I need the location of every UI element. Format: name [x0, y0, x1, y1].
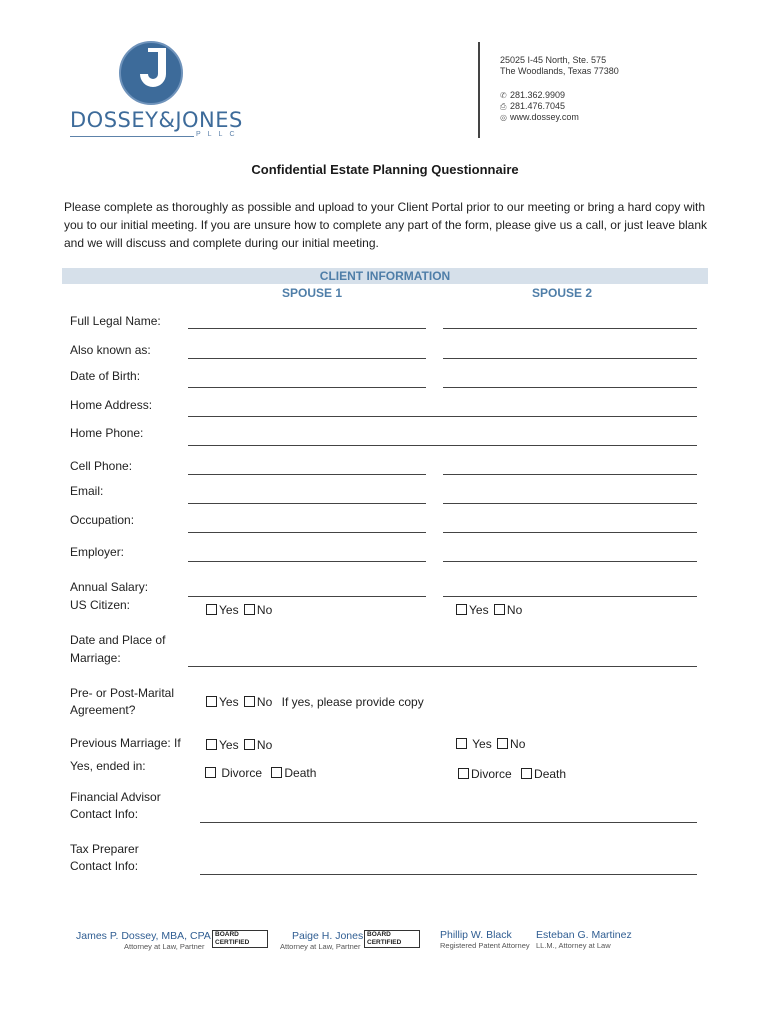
yes-label: Yes [472, 737, 492, 751]
attorney-1-title: Attorney at Law, Partner [124, 942, 205, 951]
spouse-2-heading: SPOUSE 2 [532, 286, 593, 300]
prev-marriage-spouse2-yes-checkbox[interactable] [456, 738, 467, 749]
yes-label: Yes [219, 695, 239, 709]
intro-paragraph: Please complete as thoroughly as possible and upload to your Client Portal prior to our meeting or bring a hard copy with you to our initial meeting. If you are unsure how to complete any part of the form, please give us a call, or just leave blank and we will discuss and complete during our initial meeting. [64, 200, 708, 250]
prev-marriage-spouse1-options [206, 738, 272, 752]
ended-spouse1-options [205, 766, 316, 780]
dob-spouse1-field[interactable] [188, 387, 426, 388]
tax-preparer-field[interactable] [200, 874, 697, 875]
address-line-2: The Woodlands, Texas 77380 [500, 66, 619, 76]
no-label: No [256, 738, 273, 752]
cell-phone-spouse2-field[interactable] [443, 474, 697, 475]
marriage-date-place-field[interactable] [188, 666, 697, 667]
fax-icon: ⎙ [500, 102, 507, 111]
citizen-spouse1-options [206, 603, 272, 617]
death-label: Death [534, 767, 567, 781]
home-phone-field[interactable] [188, 445, 697, 446]
address-line-1: 25025 I-45 North, Ste. 575 [500, 55, 607, 65]
section-title: CLIENT INFORMATION [319, 269, 451, 283]
label-home-address: Home Address: [70, 398, 153, 412]
death-label: Death [284, 766, 317, 780]
yes-label: Yes [469, 603, 489, 617]
prev-marriage-spouse2-options [456, 737, 525, 751]
prev-marriage-spouse1-no-checkbox[interactable] [244, 739, 255, 750]
label-email: Email: [70, 484, 104, 498]
label-advisor-line2: Contact Info: [70, 807, 139, 821]
attorney-3-name: Phillip W. Black [440, 929, 512, 941]
citizen-spouse2-yes-checkbox[interactable] [456, 604, 467, 615]
ended-spouse2-death-checkbox[interactable] [521, 768, 532, 779]
label-full-legal-name: Full Legal Name: [70, 314, 161, 328]
website-link[interactable]: www.dossey.com [510, 112, 579, 122]
label-prenup-line2: Agreement? [70, 703, 136, 717]
citizen-spouse1-yes-checkbox[interactable] [206, 604, 217, 615]
salary-spouse1-field[interactable] [188, 596, 426, 597]
label-annual-salary: Annual Salary: [70, 580, 149, 594]
divorce-label: Divorce [471, 767, 512, 781]
full-legal-name-spouse2-field[interactable] [443, 328, 697, 329]
board-certified-badge-1 [212, 930, 268, 949]
label-prev-marriage-line2: Yes, ended in: [70, 759, 146, 773]
divorce-label: Divorce [221, 766, 263, 780]
citizen-spouse1-no-checkbox[interactable] [244, 604, 255, 615]
no-label: No [256, 695, 273, 709]
badge-2-text: BOARD CERTIFIED [364, 930, 420, 948]
no-label: No [506, 603, 523, 617]
occupation-spouse2-field[interactable] [443, 532, 697, 533]
attorney-3-title: Registered Patent Attorney [440, 941, 530, 950]
firm-logo-icon [118, 40, 184, 106]
board-certified-badge-2 [364, 930, 420, 949]
footer-attorney-3 [440, 929, 530, 950]
label-cell-phone: Cell Phone: [70, 459, 133, 473]
financial-advisor-field[interactable] [200, 822, 697, 823]
brand-divider [70, 136, 194, 137]
salary-spouse2-field[interactable] [443, 596, 697, 597]
aka-spouse2-field[interactable] [443, 358, 697, 359]
label-prenup-line1: Pre- or Post-Marital [70, 686, 175, 700]
no-label: No [510, 737, 526, 751]
footer-attorney-1 [76, 930, 211, 951]
web-line [500, 112, 579, 122]
label-employer: Employer: [70, 545, 125, 559]
label-us-citizen: US Citizen: [70, 598, 131, 612]
phone-number: 281.362.9909 [510, 90, 566, 100]
ended-spouse1-divorce-checkbox[interactable] [205, 767, 216, 778]
phone-line [500, 90, 565, 100]
label-marriage-line2: Marriage: [70, 651, 121, 665]
globe-icon: ◎ [500, 113, 507, 122]
ended-spouse2-options [458, 767, 566, 781]
footer-attorney-4 [536, 929, 632, 950]
label-advisor-line1: Financial Advisor [70, 790, 161, 804]
prenup-no-checkbox[interactable] [244, 696, 255, 707]
header-divider [478, 42, 480, 138]
spouse-1-heading: SPOUSE 1 [282, 286, 343, 300]
label-marriage-line1: Date and Place of [70, 633, 166, 647]
prenup-options [206, 695, 424, 709]
full-legal-name-spouse1-field[interactable] [188, 328, 426, 329]
attorney-1-name: James P. Dossey, MBA, CPA [76, 930, 211, 942]
ended-spouse1-death-checkbox[interactable] [271, 767, 282, 778]
attorney-2-name: Paige H. Jones [292, 930, 364, 942]
yes-label: Yes [219, 603, 239, 617]
page-title: Confidential Estate Planning Questionnaire [251, 162, 519, 177]
label-home-phone: Home Phone: [70, 426, 144, 440]
label-aka: Also known as: [70, 343, 151, 357]
ended-spouse2-divorce-checkbox[interactable] [458, 768, 469, 779]
aka-spouse1-field[interactable] [188, 358, 426, 359]
email-spouse1-field[interactable] [188, 503, 426, 504]
prenup-copy-note: If yes, please provide copy [281, 695, 424, 709]
phone-icon: ✆ [500, 91, 507, 100]
firm-suffix: PLLC [196, 131, 242, 138]
label-tax-line1: Tax Preparer [70, 842, 139, 856]
firm-name: DOSSEY&JONES [70, 108, 243, 132]
prenup-yes-checkbox[interactable] [206, 696, 217, 707]
attorney-2-title: Attorney at Law, Partner [280, 942, 361, 951]
prev-marriage-spouse2-no-checkbox[interactable] [497, 738, 508, 749]
no-label: No [256, 603, 273, 617]
footer-attorney-2 [280, 930, 363, 951]
label-prev-marriage-line1: Previous Marriage: If [70, 736, 181, 750]
citizen-spouse2-options [456, 603, 522, 617]
employer-spouse1-field[interactable] [188, 561, 426, 562]
citizen-spouse2-no-checkbox[interactable] [494, 604, 505, 615]
employer-spouse2-field[interactable] [443, 561, 697, 562]
home-address-field[interactable] [188, 416, 697, 417]
dob-spouse2-field[interactable] [443, 387, 697, 388]
fax-number: 281.476.7045 [510, 101, 566, 111]
occupation-spouse1-field[interactable] [188, 532, 426, 533]
attorney-4-name: Esteban G. Martinez [536, 929, 632, 941]
attorney-4-title: LL.M., Attorney at Law [536, 941, 611, 950]
fax-line [500, 101, 565, 112]
prev-marriage-spouse1-yes-checkbox[interactable] [206, 739, 217, 750]
yes-label: Yes [219, 738, 239, 752]
label-tax-line2: Contact Info: [70, 859, 139, 873]
badge-1-text: BOARD CERTIFIED [212, 930, 268, 948]
label-dob: Date of Birth: [70, 369, 141, 383]
label-occupation: Occupation: [70, 513, 135, 527]
cell-phone-spouse1-field[interactable] [188, 474, 426, 475]
email-spouse2-field[interactable] [443, 503, 697, 504]
